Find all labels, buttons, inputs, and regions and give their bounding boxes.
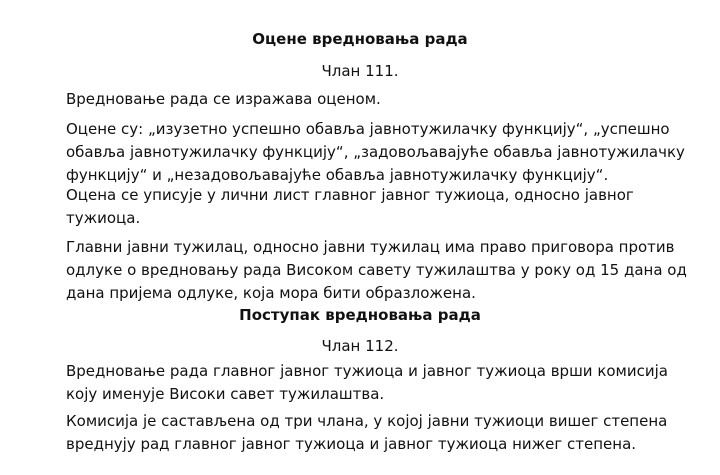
- section-heading-evaluation-procedure: Поступак вредновања рада: [239, 306, 481, 324]
- text-line: вреднују рад главног јавног тужиоца и јавног тужиоца нижег степена.: [66, 435, 637, 453]
- paragraph-112-2: [66, 410, 706, 456]
- text-line: Вредновање рада главног јавног тужиоца и јавног тужиоца врши комисија: [66, 362, 668, 380]
- text-line: одлуке о вредновању рада Високом савету тужилаштва у року од 15 дана од: [66, 261, 687, 279]
- text-line: функцију“ и „незадовољавајуће обавља јавнотужилачку функцију“.: [66, 166, 609, 184]
- text-line: Комисија је састављена од три члана, у којој јавни тужиоци вишег степена: [66, 412, 668, 430]
- text-line: Вредновање рада се изражава оценом.: [66, 90, 381, 108]
- text-line: обавља јавнотужилачку функцију“, „задовољавајуће обавља јавнотужилачку: [66, 143, 685, 161]
- text-line: Оцена се уписује у лични лист главног јавног тужиоца, односно јавног: [66, 186, 634, 204]
- paragraph-112-1: [66, 360, 706, 406]
- text-line: дана пријема одлуке, која мора бити образложена.: [66, 284, 476, 302]
- text-line: Главни јавни тужилац, односно јавни тужилац има право приговора против: [66, 238, 675, 256]
- article-number-111: Члан 111.: [321, 62, 399, 80]
- paragraph-111-1: [66, 88, 706, 111]
- text-line: коју именује Високи савет тужилаштва.: [66, 385, 385, 403]
- paragraph-111-2: [66, 118, 706, 187]
- text-line: Оцене су: „изузетно успешно обавља јавнотужилачку функцију“, „успешно: [66, 120, 670, 138]
- paragraph-111-4: [66, 236, 706, 305]
- text-line: тужиоца.: [66, 209, 141, 227]
- section-heading-evaluation-grades: Оцене вредновања рада: [252, 30, 468, 48]
- article-number-112: Члан 112.: [321, 337, 399, 355]
- paragraph-111-3: [66, 184, 706, 230]
